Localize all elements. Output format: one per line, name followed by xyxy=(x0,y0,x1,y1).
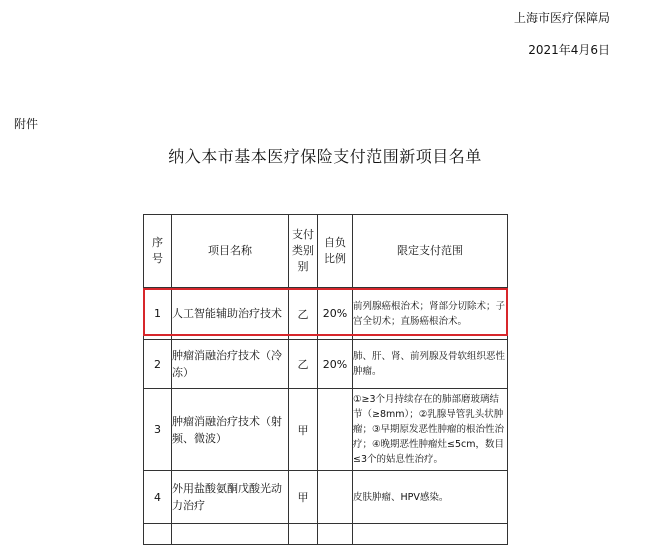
row-category: 甲 xyxy=(289,471,318,524)
row-scope: 肺、肝、肾、前列腺及骨软组织恶性肿瘤。 xyxy=(353,340,508,389)
table-row-partial xyxy=(144,524,508,545)
row-seq: 3 xyxy=(144,389,172,471)
row-seq: 4 xyxy=(144,471,172,524)
header-name: 项目名称 xyxy=(172,215,289,288)
header-category-line-1: 支付 xyxy=(292,228,314,241)
header-category xyxy=(289,215,318,288)
table-header-row xyxy=(144,215,508,288)
row-category: 乙 xyxy=(289,340,318,389)
issue-date: 2021年4月6日 xyxy=(528,43,610,57)
document-title: 纳入本市基本医疗保险支付范围新项目名单 xyxy=(168,147,482,166)
header-seq-line-2: 号 xyxy=(152,252,163,265)
row-category: 乙 xyxy=(289,288,318,340)
row-name: 肿瘤消融治疗技术（射频、微波） xyxy=(172,389,289,471)
row-ratio: 20% xyxy=(318,340,353,389)
row-scope: 皮肤肿瘤、HPV感染。 xyxy=(353,471,508,524)
header-category-line-3: 别 xyxy=(297,260,309,273)
row-cell xyxy=(353,524,508,545)
row-cell xyxy=(144,524,172,545)
row-name: 人工智能辅助治疗技术 xyxy=(172,288,289,340)
row-name: 外用盐酸氨酮戊酸光动力治疗 xyxy=(172,471,289,524)
header-ratio xyxy=(318,215,353,288)
header-scope: 限定支付范围 xyxy=(353,215,508,288)
row-seq: 1 xyxy=(144,288,172,340)
table-row xyxy=(144,471,508,524)
row-ratio xyxy=(318,471,353,524)
items-table xyxy=(143,214,508,545)
header-category-line-2: 类别 xyxy=(292,244,314,257)
header-seq-line-1: 序 xyxy=(152,236,163,249)
row-scope: ①≥3个月持续存在的肺部磨玻璃结节（≥8mm）；②乳腺导管乳头状肿瘤；③早期原发恶性肿瘤的根治性治疗；④晚期恶性肿瘤灶≤5cm，数目≤3个的姑息性治疗。 xyxy=(353,389,508,471)
header-ratio-line-1: 自负 xyxy=(324,236,346,249)
header-seq xyxy=(144,215,172,288)
row-seq: 2 xyxy=(144,340,172,389)
table-row xyxy=(144,389,508,471)
table-row xyxy=(144,288,508,340)
row-cell xyxy=(318,524,353,545)
row-scope: 前列腺癌根治术；肾部分切除术；子宫全切术；直肠癌根治术。 xyxy=(353,288,508,340)
row-cell xyxy=(289,524,318,545)
row-cell xyxy=(172,524,289,545)
row-name: 肿瘤消融治疗技术（冷冻） xyxy=(172,340,289,389)
header-ratio-line-2: 比例 xyxy=(324,252,346,265)
table-row xyxy=(144,340,508,389)
row-ratio xyxy=(318,389,353,471)
issuer-name: 上海市医疗保障局 xyxy=(513,11,610,25)
attachment-label: 附件 xyxy=(14,117,39,131)
row-ratio: 20% xyxy=(318,288,353,340)
row-category: 甲 xyxy=(289,389,318,471)
